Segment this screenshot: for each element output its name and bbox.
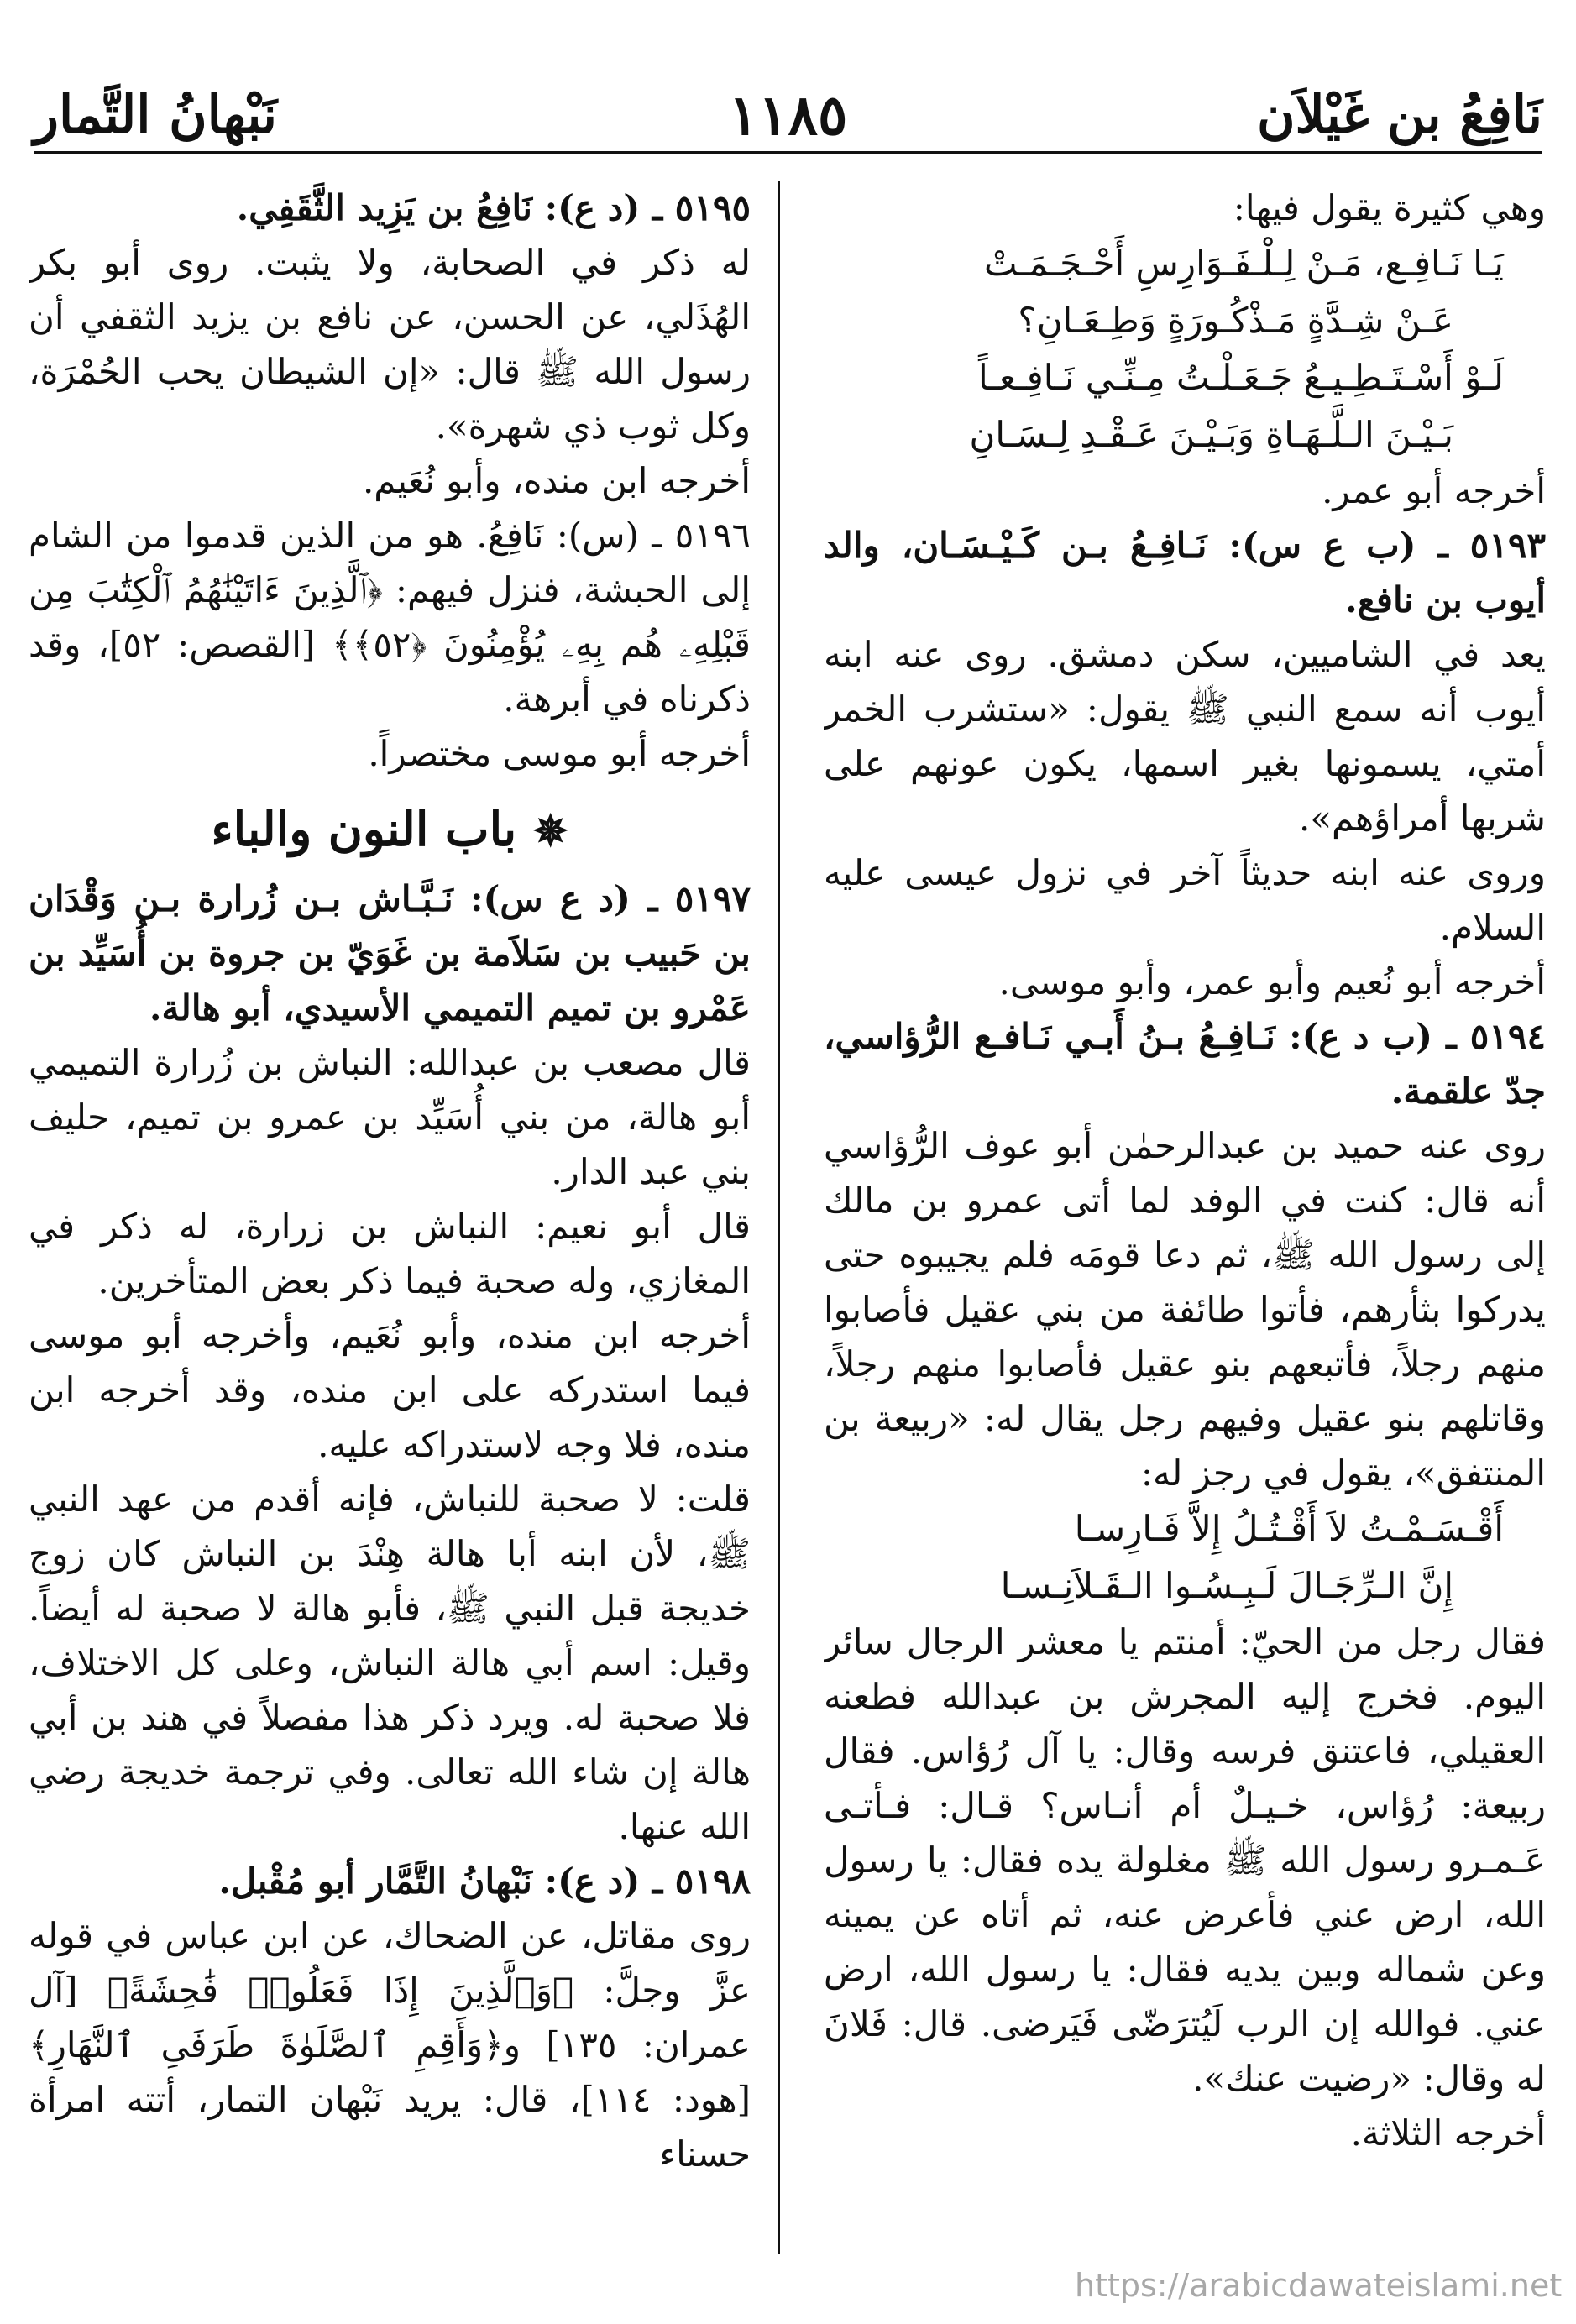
verse-line: أَقْـسَـمْـتُ لاَ أَقْـتُـلُ إِلاَّ فَـارِسـا	[1074, 1508, 1504, 1549]
paragraph: فقال رجل من الحيّ: أمنتم يا معشر الرجال سائر اليوم. فخرج إليه المجرش بن عبدالله فطعنه العقيلي، فاعتنق فرسه وقال: يا آل رُؤاس. فقال ربيعة: رُؤاس، خـيـلٌ أم أنـاس؟ قـال: فـأتـى عَـمـرو رسول الله ﷺ مغلولة يده فقال: يا رسول الله، ارض عني فأعرض عنه، ثم أتاه عن يمينه وعن شماله وبين يديه فقال: يا رسول الله، ارض عني. فوالله إن الرب لَيُترَضّى فَيَرضى. قال: فَلانَ له وقال: «رضيت عنك».	[824, 1621, 1546, 2099]
section-title-text: باب النون والباء	[211, 802, 517, 857]
paragraph: روى عنه حميد بن عبدالرحمٰن أبو عوف الرُّؤاسي أنه قال: كنت في الوفد لما أتى عمرو بن مالك إلى رسول الله ﷺ، ثم دعا قومَه فلم يجيبوه حتى يدركوا بثأرهم، فأتوا طائفة من بني عقيل فأصابوا منهم رجلاً، فأتبعهم بنو عقيل فأصابوا منهم رجلاً، وقاتلهم بنو عقيل وفيهم رجل يقال له: «ربيعة بن المنتفق»، يقول في رجز له:	[824, 1125, 1546, 1494]
section-title	[29, 796, 751, 865]
paragraph: وروى عنه ابنه حديثاً آخر في نزول عيسى عليه السلام.	[824, 852, 1546, 948]
citation-line: أخرجه أبو نُعيم وأبو عمر، وأبو موسى.	[998, 961, 1546, 1002]
running-title-left: نَبْهانُ التَّمار	[34, 84, 278, 145]
watermark: https://arabicdawateislami.net	[1075, 2267, 1563, 2304]
entry-heading: ٥١٩٧ ـ (د ع س): نَـبَّـاش بـن زُرارة بـن وَقْدَان بن حَبيب بن سَلاَمة بن غَوَيّ بن جروة بن أُسَيِّد بن عَمْرو بن تميم التميمي الأسيدي، أبو هالة.	[29, 878, 751, 1029]
entry-heading: ٥١٩٥ ـ (د ع): نَافِعُ بن يَزِيد الثَّقَفِي.	[236, 187, 751, 228]
right-column	[824, 181, 1546, 2254]
verse-line: عَـنْ شِـدَّةٍ مَـذْكُـورَةٍ وَطِـعَـانِ؟	[1018, 300, 1453, 341]
text-line: وهي كثيرة يقول فيها:	[1233, 187, 1546, 228]
citation-line: أخرجه أبو موسى مختصراً.	[368, 733, 751, 774]
page-number: ١١٨٥	[728, 82, 848, 148]
verse-line: لَـوْ أَسْـتَـطِـيـعُ جَـعَـلْـتُ مِـنِّـي نَـافِـعـاً	[977, 357, 1504, 398]
verse-line: يَـا نَـافِـع، مَـنْ لِـلْـفَـوَارِسِ أَحْـجَـمَـتْ	[983, 243, 1504, 284]
entry-heading: ٥١٩٤ ـ (ب د ع): نَـافِـعُ بـنُ أَبـي نَـافـع الرُّؤاسي، جدّ علقمة.	[824, 1016, 1546, 1112]
paragraph: قال أبو نعيم: النباش بن زرارة، له ذكر في المغازي، وله صحبة فيما ذكر بعض المتأخرين.	[29, 1206, 751, 1301]
paragraph: يعد في الشاميين، سكن دمشق. روى عنه ابنه أيوب أنه سمع النبي ﷺ يقول: «ستشرب الخمر أمتي، يسمونها بغير اسمها، يكون عونهم على شربها أمراؤهم».	[824, 634, 1546, 839]
page-header	[34, 76, 1542, 154]
left-column	[29, 181, 751, 2254]
star-ornament-icon: ✵	[532, 806, 568, 856]
entry-heading: ٥١٩٣ ـ (ب ع س): نَـافِـعُ بـن كَـيْـسَـان، والد أيوب بن نافع.	[824, 525, 1546, 620]
paragraph: ٥١٩٦ ـ (س): نَافِعُ. هو من الذين قدموا من الشام إلى الحبشة، فنزل فيهم: ﴿ٱلَّذِينَ ءَاتَيْنَٰهُمُ ٱلْكِتَٰبَ مِن قَبْلِهِۦ هُم بِهِۦ يُؤْمِنُونَ ﴿٥٢﴾﴾ [القصص: ٥٢]، وقد ذكرناه في أبرهة.	[29, 515, 751, 720]
paragraph: روى مقاتل، عن الضحاك، عن ابن عباس في قوله عزَّ وجلَّ: ﴿وَٱلَّذِينَ إِذَا فَعَلُوا۟ فَٰحِشَةً﴾ [آل عمران: ١٣٥] و﴿وَأَقِمِ ٱلصَّلَوٰةَ طَرَفَىِ ٱلنَّهَارِ﴾ [هود: ١١٤]، قال: يريد نَبْهان التمار، أتته امرأة حسناء	[29, 1915, 751, 2175]
verse-line: إِنَّ الـرِّجَـالَ لَـبِـسُـوا الـقَـلاَنِـسـا	[1000, 1565, 1453, 1606]
entry-heading: ٥١٩٨ ـ (د ع): نَبْهانُ التَّمَّار أبو مُقْبل.	[218, 1861, 751, 1902]
verse-line: بَـيْـنَ الـلَّـهَـاةِ وَبَـيْـنَ عَـقْـدِ لِـسَـانِ	[969, 414, 1453, 455]
paragraph: قلت: لا صحبة للنباش، فإنه أقدم من عهد النبي ﷺ، لأن ابنه أبا هالة هِنْدَ بن النباش كان زوج خديجة قبل النبي ﷺ، فأبو هالة لا صحبة له أيضاً. وقيل: اسم أبي هالة النباش، وعلى كل الاختلاف، فلا صحبة له. ويرد ذكر هذا مفصلاً في هند بن أبي هالة إن شاء الله تعالى. وفي ترجمة خديجة رضي الله عنها.	[29, 1479, 751, 1847]
citation-line: أخرجه ابن منده، وأبو نُعَيم.	[362, 460, 751, 501]
citation-line: أخرجه الثلاثة.	[1350, 2112, 1546, 2154]
paragraph: أخرجه ابن منده، وأبو نُعَيم، وأخرجه أبو موسى فيما استدركه على ابن منده، وقد أخرجه ابن منده، فلا وجه لاستدراكه عليه.	[29, 1315, 751, 1465]
column-divider	[778, 181, 780, 2254]
paragraph: قال مصعب بن عبدالله: النباش بن زُرارة التميمي أبو هالة، من بني أُسَيِّد بن عمرو بن تميم، حليف بني عبد الدار.	[29, 1042, 751, 1192]
running-title-right: نَافِعُ بن غَيْلاَن	[1256, 84, 1542, 145]
paragraph: له ذكر في الصحابة، ولا يثبت. روى أبو بكر الهُذَلي، عن الحسن، عن نافع بن يزيد الثقفي أن رسول الله ﷺ قال: «إن الشيطان يحب الحُمْرَة، وكل ثوب ذي شهرة».	[29, 242, 751, 447]
citation-line: أخرجه أبو عمر.	[1322, 470, 1546, 511]
